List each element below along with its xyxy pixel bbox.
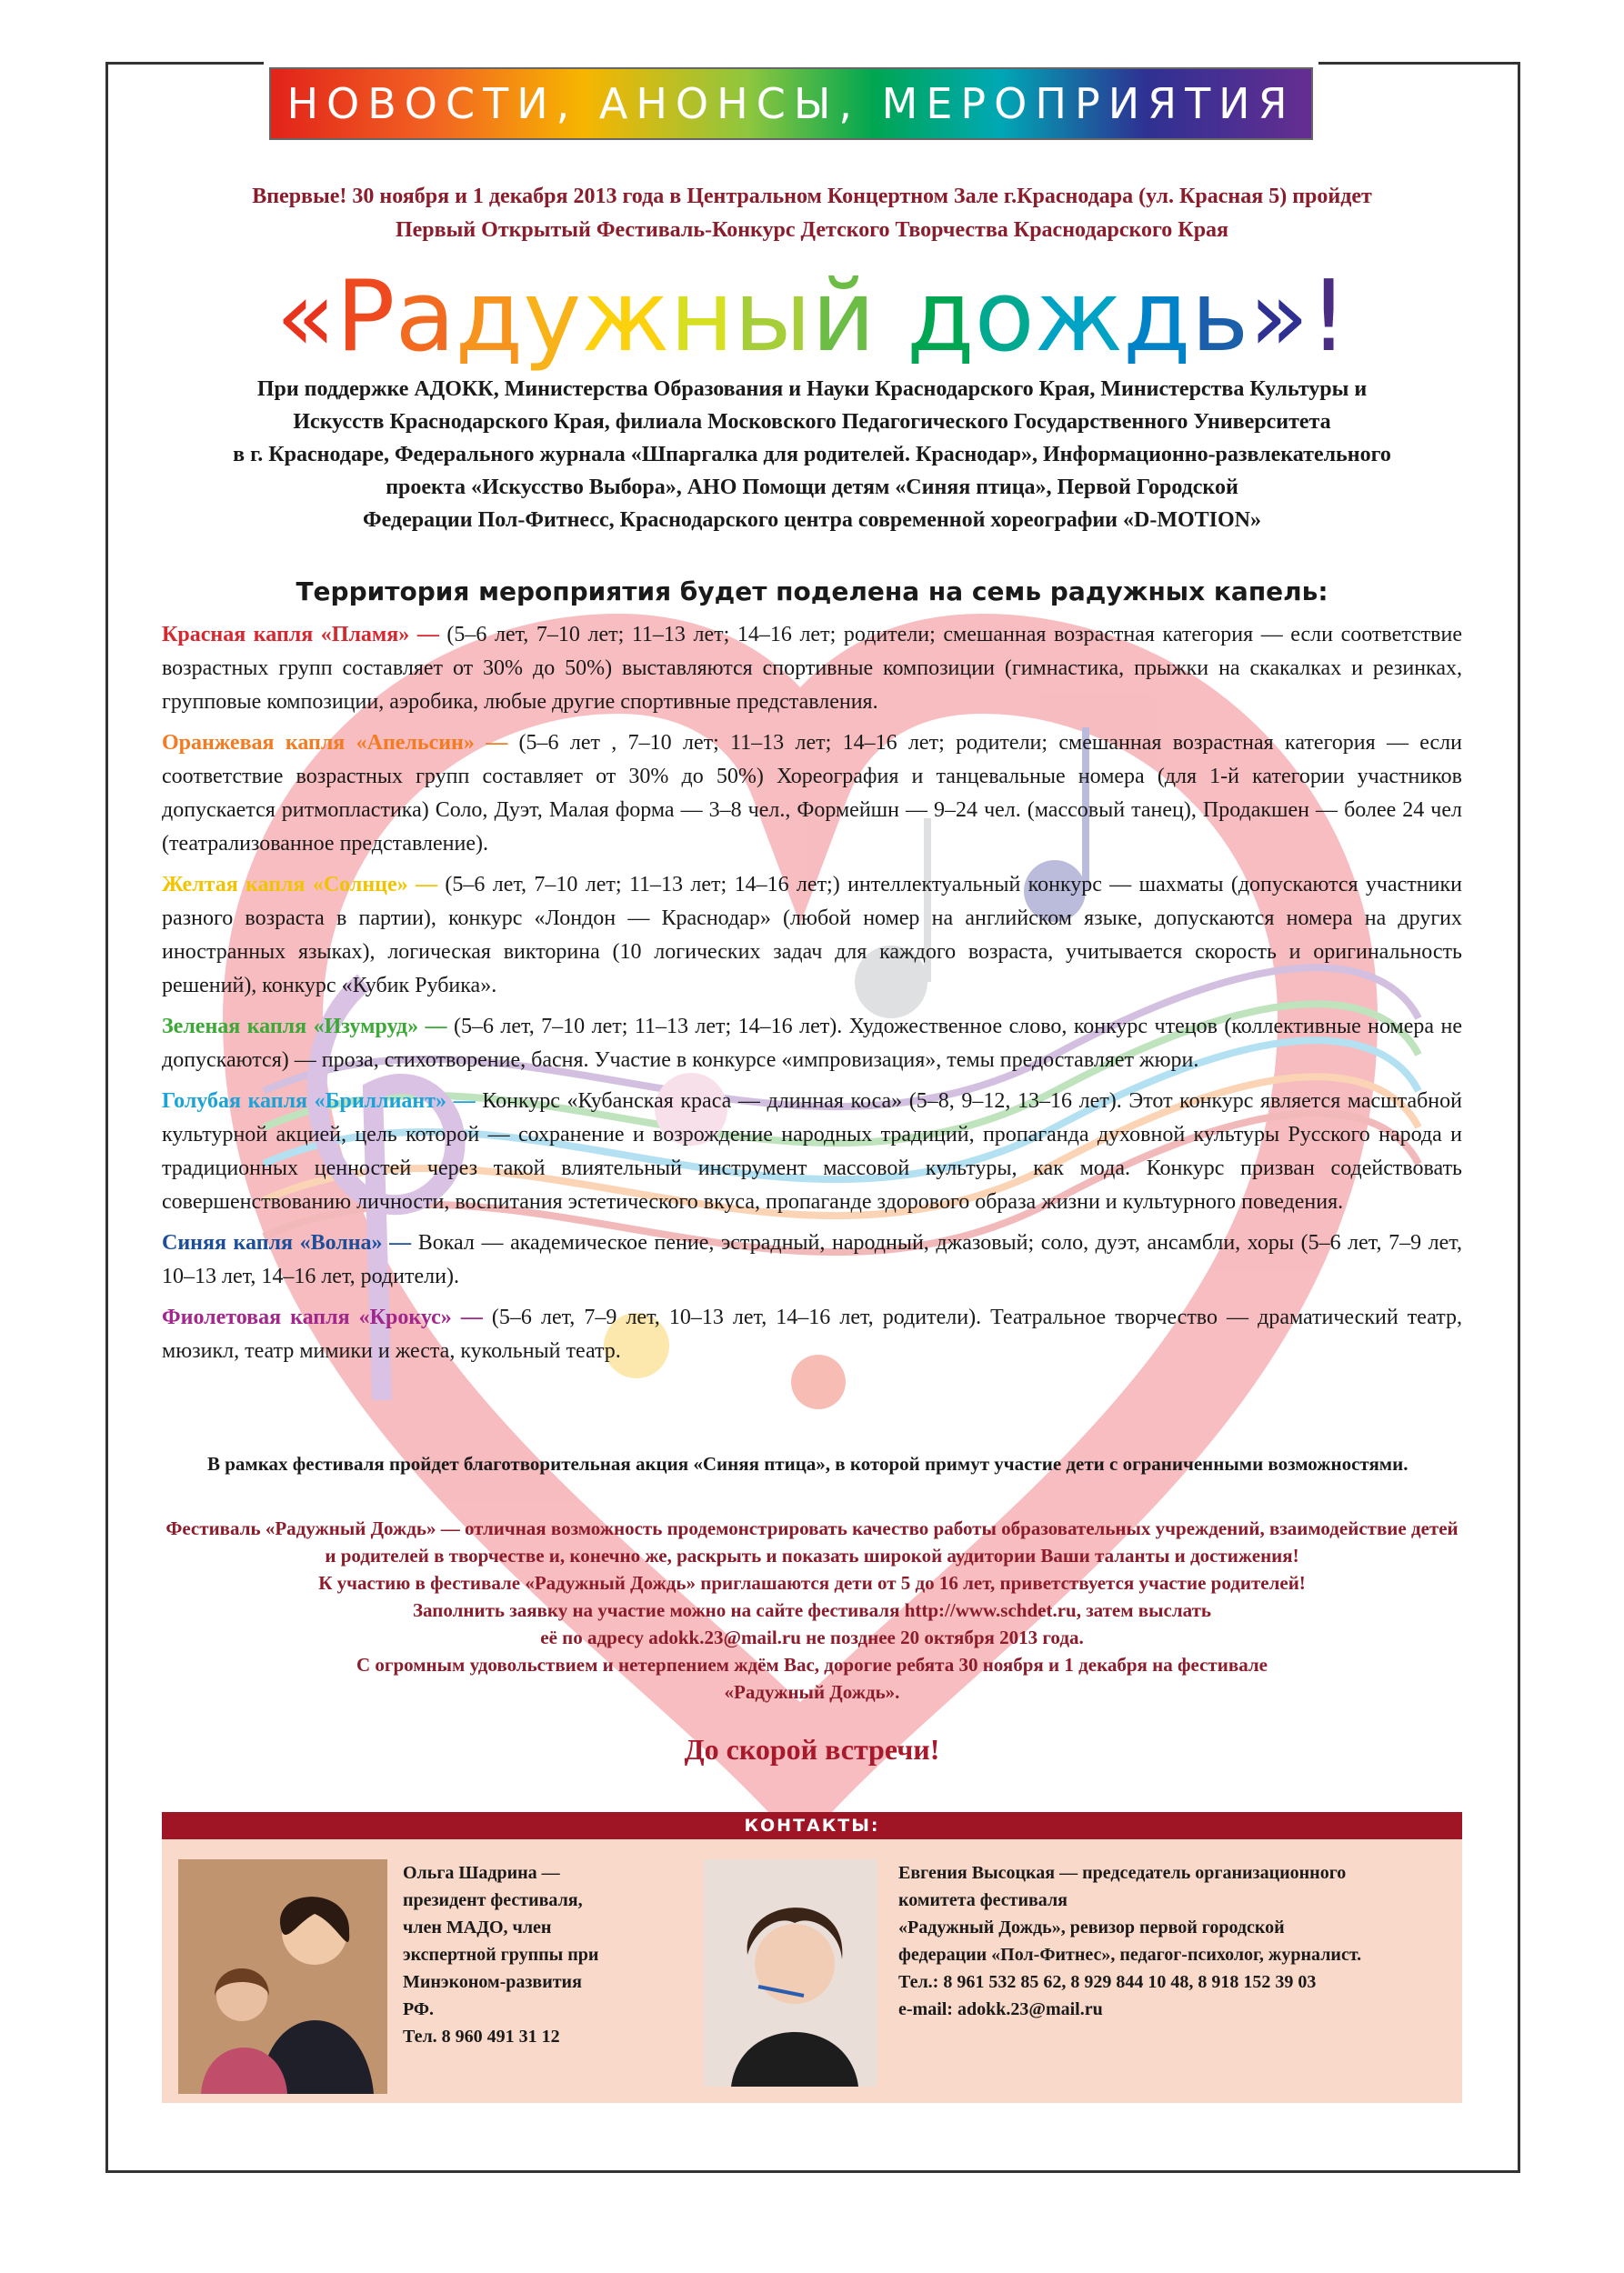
title-letter: Р [336,260,396,374]
contact-email: e-mail: adokk.23@mail.ru [898,1999,1103,2019]
section-header [264,62,1318,145]
title-letter: « [276,260,336,374]
title-letter: а [395,260,456,374]
drop-description: (5–6 лет, 7–9 лет, 10–13 лет, 14–16 лет, родители). Театральное творчество — драматический театр, мюзикл, театр мимики и жеста, кукольный театр. [162,1306,1463,1363]
support-line: При поддержке АДОКК, Министерства Образования и Науки Краснодарского Края, Министерства Культуры и [256,377,1368,401]
drop-description: (5–6 лет, 7–10 лет; 11–13 лет; 14–16 лет). Художественное слово, конкурс чтецов (коллективные номера не допускаются) — проза, стихотворение, басня. Участие в конкурсе «импровизация», темы предоставляет жюри. [162,1015,1462,1072]
charity-note: В рамках фестиваля пройдет благотворительная акция «Синяя птица», в которой примут участие дети с ограниченными возможностями. [207,1453,1408,1475]
drop-name: Фиолетовая капля «Крокус» — [162,1306,483,1329]
invite-line: К участию в фестивале «Радужный Дождь» приглашаются дети от 5 до 16 лет, приветствуется участие родителей! [318,1572,1306,1594]
rainbow-banner [269,67,1313,140]
invite-line: Фестиваль «Радужный Дождь» — отличная возможность продемонстрировать качество работы образовательных учреждений, взаимодействие детей и родителей в творчестве и, конечно же, раскрыть и показать широкой аудитории Ваши таланты и достижения! [165,1517,1459,1567]
invite-line: С огромным удовольствием и нетерпением ждём Вас, дорогие ребята 30 ноября и 1 декабря на фестивале [356,1654,1268,1676]
contact-person-2 [898,1859,1453,2023]
drop-description: (5–6 лет , 7–10 лет; 11–13 лет; 14–16 лет; родители; смешанная возрастная категория — если соответствие возрастных групп составляет от 30% до 50%) Хореография и танцевальные номера (для 1-й категории участников допускается ритмопластика) Соло, Дуэт, Малая форма — 3–8 чел., Формейшн — 9–24 чел. (массовый танец), Продакшен — более 24 чел (театрализованное представление). [162,731,1462,856]
invitation [160,1515,1464,1706]
contact-phone: Тел. 8 960 491 31 12 [403,2027,560,2047]
intro-announcement [160,180,1464,247]
section-title: НОВОСТИ, АНОНСЫ, МЕРОПРИЯТИЯ [286,79,1296,128]
drop-name: Голубая капля «Бриллиант» — [162,1089,476,1113]
drop-item-violet [162,1301,1462,1368]
title-letter: й [811,260,876,374]
territory-heading: Территория мероприятия будет поделена на семь радужных капель: [296,576,1328,606]
photo-olga-shadrina [178,1859,387,2094]
title-letter: о [974,260,1035,374]
festival-title [160,258,1464,376]
title-letter: ы [734,260,812,374]
title-letter: ь [1190,260,1249,374]
invite-line: «Радужный Дождь». [724,1681,900,1703]
contact-line: экспертной группы при [403,1945,599,1965]
drop-name: Зеленая капля «Изумруд» — [162,1015,447,1038]
drop-description: Вокал — академическое пение, эстрадный, народный, джазовый; соло, дуэт, ансамбли, хоры (5–6 лет, 7–9 лет, 10–13 лет, 14–16 лет, родители). [162,1231,1462,1288]
invite-line: её по адресу adokk.23@mail.ru не позднее 20 октября 2013 года. [540,1627,1084,1648]
drop-item-red [162,618,1462,719]
contact-line: РФ. [403,1999,435,2019]
drop-item-lightblue [162,1085,1462,1219]
title-letter: ! [1308,260,1348,374]
support-line: в г. Краснодаре, Федерального журнала «Шпаргалка для родителей. Краснодар», Информационно-развлекательного [233,443,1391,466]
contact-line: «Радужный Дождь», ревизор первой городской [898,1918,1285,1938]
support-line: проекта «Искусство Выбора», АНО Помощи детям «Синяя птица», Первой Городской [386,476,1238,499]
contact-line: федерации «Пол-Фитнес», педагог-психолог, журналист. [898,1945,1362,1965]
drop-item-orange [162,726,1462,861]
intro-line: Первый Открытый Фестиваль-Конкурс Детского Творчества Краснодарского Края [395,218,1229,242]
drops-list [162,618,1462,1376]
title-letter: н [669,260,735,374]
photo-evgenia-vysotskaya [704,1859,877,2087]
title-letter: д [1123,260,1191,374]
drop-description: (5–6 лет, 7–10 лет; 11–13 лет; 14–16 лет;) интеллектуальный конкурс — шахматы (допускаются участники разного возраста в партии), конкурс «Лондон — Краснодар» (любой номер на английском языке, допускаются номера на других иностранных языках), логическая викторина (10 логических задач для каждого возраста, учитывается скорость и оригинальность решений), конкурс «Кубик Рубика». [162,873,1462,997]
contact-line: комитета фестиваля [898,1890,1068,1910]
support-paragraph [160,373,1464,536]
support-line: Федерации Пол-Фитнесс, Краснодарского центра современной хореографии «D-MOTION» [362,508,1261,532]
title-letter: д [455,260,524,374]
intro-line: Впервые! 30 ноября и 1 декабря 2013 года в Центральном Концертном Зале г.Краснодара (ул. Красная 5) пройдет [252,185,1372,208]
support-line: Искусств Краснодарского Края, филиала Московского Педагогического Государственного Университета [293,410,1331,434]
title-letter [876,258,907,376]
title-letter: у [523,260,582,374]
title-letter: д [907,260,975,374]
drop-name: Красная капля «Пламя» — [162,623,439,646]
drop-name: Оранжевая капля «Апельсин» — [162,731,508,755]
drop-description: (5–6 лет, 7–10 лет; 11–13 лет; 14–16 лет; родители; смешанная возрастная категория — если соответствие возрастных групп составляет от 30% до 50%) выставляются спортивные композиции (гимнастика, прыжки на скакалках и резинках, групповые композиции, аэробика, любые другие спортивные представления. [162,623,1462,714]
title-letter: » [1248,260,1309,374]
contact-person-1 [403,1859,676,2050]
contact-line: президент фестиваля, [403,1890,583,1910]
drop-item-blue [162,1227,1462,1294]
contact-phone: Тел.: 8 961 532 85 62, 8 929 844 10 48, 8 918 152 39 03 [898,1972,1317,1992]
drop-item-green [162,1010,1462,1077]
drop-item-yellow [162,868,1462,1003]
invite-line: Заполнить заявку на участие можно на сайте фестиваля http://www.schdet.ru, затем выслать [412,1599,1212,1621]
title-letter: ж [1034,260,1124,374]
drop-description: Конкурс «Кубанская краса — длинная коса» (5–8, 9–12, 13–16 лет). Этот конкурс является масштабной культурной акцией, цель которой — сохранение и возрождение народных традиций, пропаганда духовной культуры Русского народа и традиционных ценностей через такой влиятельный инструмент массовой культуры, как мода. Конкурс призван содействовать совершенствованию личности, воспитания эстетического вкуса, пропаганде здорового образа жизни и культурного поведения. [162,1089,1462,1214]
contacts-panel [162,1839,1462,2103]
drop-name: Синяя капля «Волна» — [162,1231,412,1255]
contact-line: Ольга Шадрина — [403,1863,560,1883]
contacts-header: КОНТАКТЫ: [162,1812,1462,1839]
closing-line: До скорой встречи! [684,1733,940,1766]
contact-line: Минэконом-развития [403,1972,582,1992]
contact-line: Евгения Высоцкая — председатель организационного [898,1863,1347,1883]
drop-name: Желтая капля «Солнце» — [162,873,438,896]
contact-line: член МАДО, член [403,1918,552,1938]
title-letter: ж [581,260,670,374]
